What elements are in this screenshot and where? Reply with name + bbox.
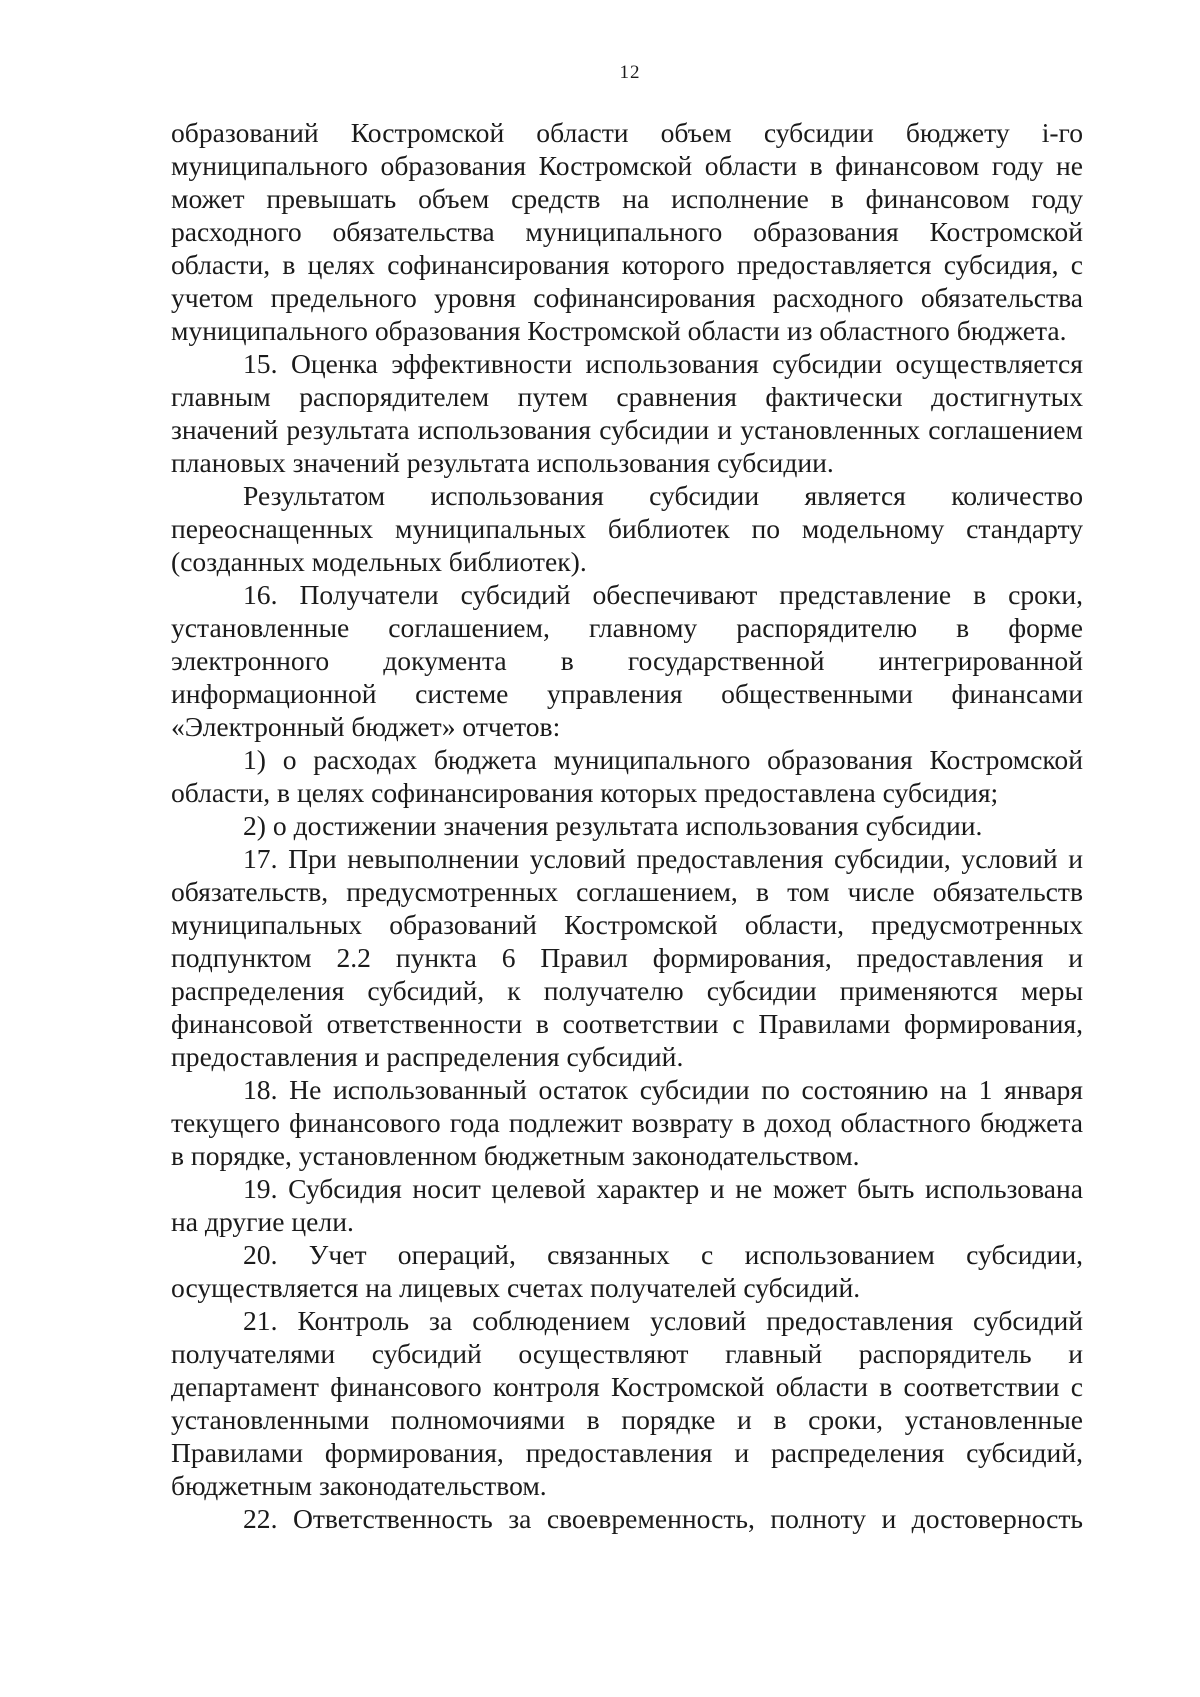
paragraph-18: 18. Не использованный остаток субсидии по состоянию на 1 января текущего финансового года подлежит возврату в доход областного бюджета в порядке, установленном бюджетным законодательством. (171, 1074, 1083, 1171)
document-body (171, 116, 1083, 1535)
paragraph-22: 22. Ответственность за своевременность, полноту и достоверность (243, 1503, 1083, 1534)
paragraph-16: 16. Получатели субсидий обеспечивают представление в сроки, установленные соглашением, главному распорядителю в форме электронного документа в государственной интегрированной информационной системе управления общественными финансами «Электронный бюджет» отчетов: (171, 579, 1083, 742)
page-number: 12 (619, 62, 641, 83)
paragraph-16-item-2: 2) о достижении значения результата использования субсидии. (243, 810, 983, 841)
paragraph-16-item-1: 1) о расходах бюджета муниципального образования Костромской области, в целях софинансирования которых предоставлена субсидия; (171, 744, 1083, 808)
paragraph-15-result: Результатом использования субсидии является количество переоснащенных муниципальных библиотек по модельному стандарту (созданных модельных библиотек). (171, 480, 1083, 577)
paragraph-19: 19. Субсидия носит целевой характер и не может быть использована на другие цели. (171, 1173, 1083, 1237)
paragraph-17: 17. При невыполнении условий предоставления субсидии, условий и обязательств, предусмотренных соглашением, в том числе обязательств муниципальных образований Костромской области, предусмотренных подпунктом 2.2 пункта 6 Правил формирования, предоставления и распределения субсидий, к получателю субсидии применяются меры финансовой ответственности в соответствии с Правилами формирования, предоставления и распределения субсидий. (171, 843, 1083, 1072)
paragraph-15: 15. Оценка эффективности использования субсидии осуществляется главным распорядителем путем сравнения фактически достигнутых значений результата использования субсидии и установленных соглашением плановых значений результата использования субсидии. (171, 348, 1083, 478)
paragraph-14-continued: образований Костромской области объем субсидии бюджету i-го муниципального образования Костромской области в финансовом году не может превышать объем средств на исполнение в финансовом году расходного обязательства муниципального образования Костромской области, в целях софинансирования которого предоставляется субсидия, с учетом предельного уровня софинансирования расходного обязательства муниципального образования Костромской области из областного бюджета. (171, 117, 1083, 346)
paragraph-20: 20. Учет операций, связанных с использованием субсидии, осуществляется на лицевых счетах получателей субсидий. (171, 1239, 1083, 1303)
paragraph-21: 21. Контроль за соблюдением условий предоставления субсидий получателями субсидий осуществляют главный распорядитель и департамент финансового контроля Костромской области в соответствии с установленными полномочиями в порядке и в сроки, установленные Правилами формирования, предоставления и распределения субсидий, бюджетным законодательством. (171, 1305, 1083, 1501)
